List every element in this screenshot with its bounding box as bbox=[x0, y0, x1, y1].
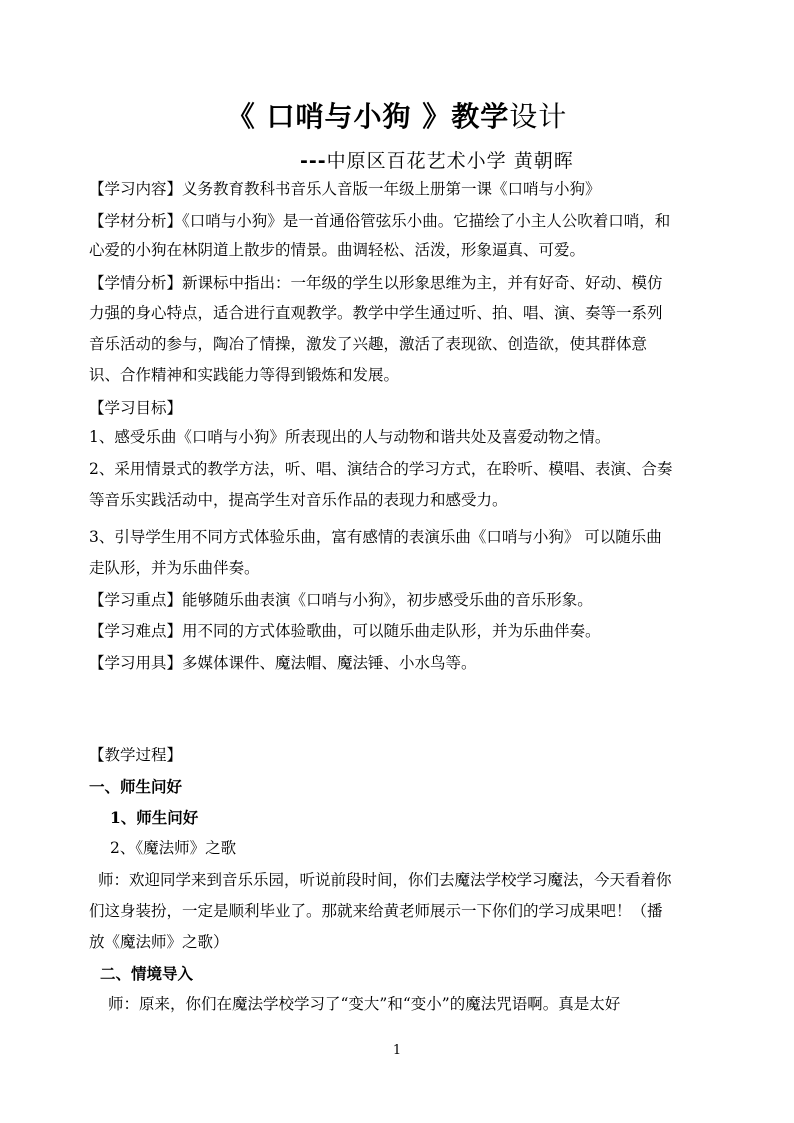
title-tail: 设计 bbox=[509, 100, 568, 133]
section-heading: 二、情境导入 bbox=[100, 964, 194, 983]
content-line: 走队形，并为乐曲伴奏。 bbox=[89, 559, 260, 577]
content-line: 师：欢迎同学来到音乐乐园，听说前段时间，你们去魔法学校学习魔法，今天看着你 bbox=[98, 871, 672, 889]
subsection-heading: 1、师生问好 bbox=[110, 808, 199, 827]
content-line: 【学习用具】多媒体课件、魔法帽、魔法锤、小水鸟等。 bbox=[89, 654, 477, 672]
content-line: 心爱的小狗在林阴道上散步的情景。曲调轻松、活泼，形象逼真、可爱。 bbox=[89, 241, 586, 259]
content-line: 【学情分析】新课标中指出：一年级的学生以形象思维为主，并有好奇、好动、模仿 bbox=[89, 274, 663, 292]
content-line: 【学习内容】义务教育教科书音乐人音版一年级上册第一课《口哨与小狗》 bbox=[89, 180, 601, 198]
content-line: 2、采用情景式的教学方法，听、唱、演结合的学习方式，在聆听、模唱、表演、合奏 bbox=[89, 460, 673, 478]
content-line: 1、感受乐曲《口哨与小狗》所表现出的人与动物和谐共处及喜爱动物之情。 bbox=[89, 428, 611, 446]
content-line: 【学习目标】 bbox=[89, 399, 183, 417]
section-heading: 【教学过程】 bbox=[89, 746, 183, 764]
content-line: 音乐活动的参与，陶冶了情操，激发了兴趣，激活了表现欲、创造欲，使其群体意 bbox=[89, 335, 648, 353]
content-line: 【学习重点】能够随乐曲表演《口哨与小狗》，初步感受乐曲的音乐形象。 bbox=[89, 591, 593, 609]
author-name: 中原区百花艺术小学 黄朝晖 bbox=[326, 150, 574, 172]
content-line: 【学习难点】用不同的方式体验歌曲，可以随乐曲走队形，并为乐曲伴奏。 bbox=[89, 622, 601, 640]
content-line: 【学材分析】《口哨与小狗》是一首通俗管弦乐小曲。它描绘了小主人公吹着口哨，和 bbox=[89, 212, 671, 230]
document-title bbox=[0, 95, 794, 135]
subsection-heading: 2、《魔法师》之歌 bbox=[110, 839, 237, 857]
author-dash: --- bbox=[300, 150, 327, 172]
page-number: 1 bbox=[392, 1043, 402, 1058]
content-line: 3、引导学生用不同方式体验乐曲，富有感情的表演乐曲《口哨与小狗》 可以随乐曲 bbox=[89, 528, 662, 546]
content-line: 识、合作精神和实践能力等得到锻炼和发展。 bbox=[89, 366, 400, 384]
content-line: 们这身装扮，一定是顺利毕业了。那就来给黄老师展示一下你们的学习成果吧！（播 bbox=[89, 902, 663, 920]
author-line bbox=[300, 146, 574, 173]
title-main: 《 口哨与小狗 》教学 bbox=[226, 100, 510, 133]
content-line: 师：原来，你们在魔法学校学习了“变大”和“变小”的魔法咒语啊。真是太好 bbox=[108, 995, 621, 1013]
content-line: 等音乐实践活动中，提高学生对音乐作品的表现力和感受力。 bbox=[89, 491, 508, 509]
content-line: 力强的身心特点，适合进行直观教学。教学中学生通过听、拍、唱、演、奏等一系列 bbox=[89, 304, 663, 322]
content-line: 放《魔法师》之歌） bbox=[89, 933, 229, 951]
section-heading: 一、师生问好 bbox=[89, 777, 183, 796]
